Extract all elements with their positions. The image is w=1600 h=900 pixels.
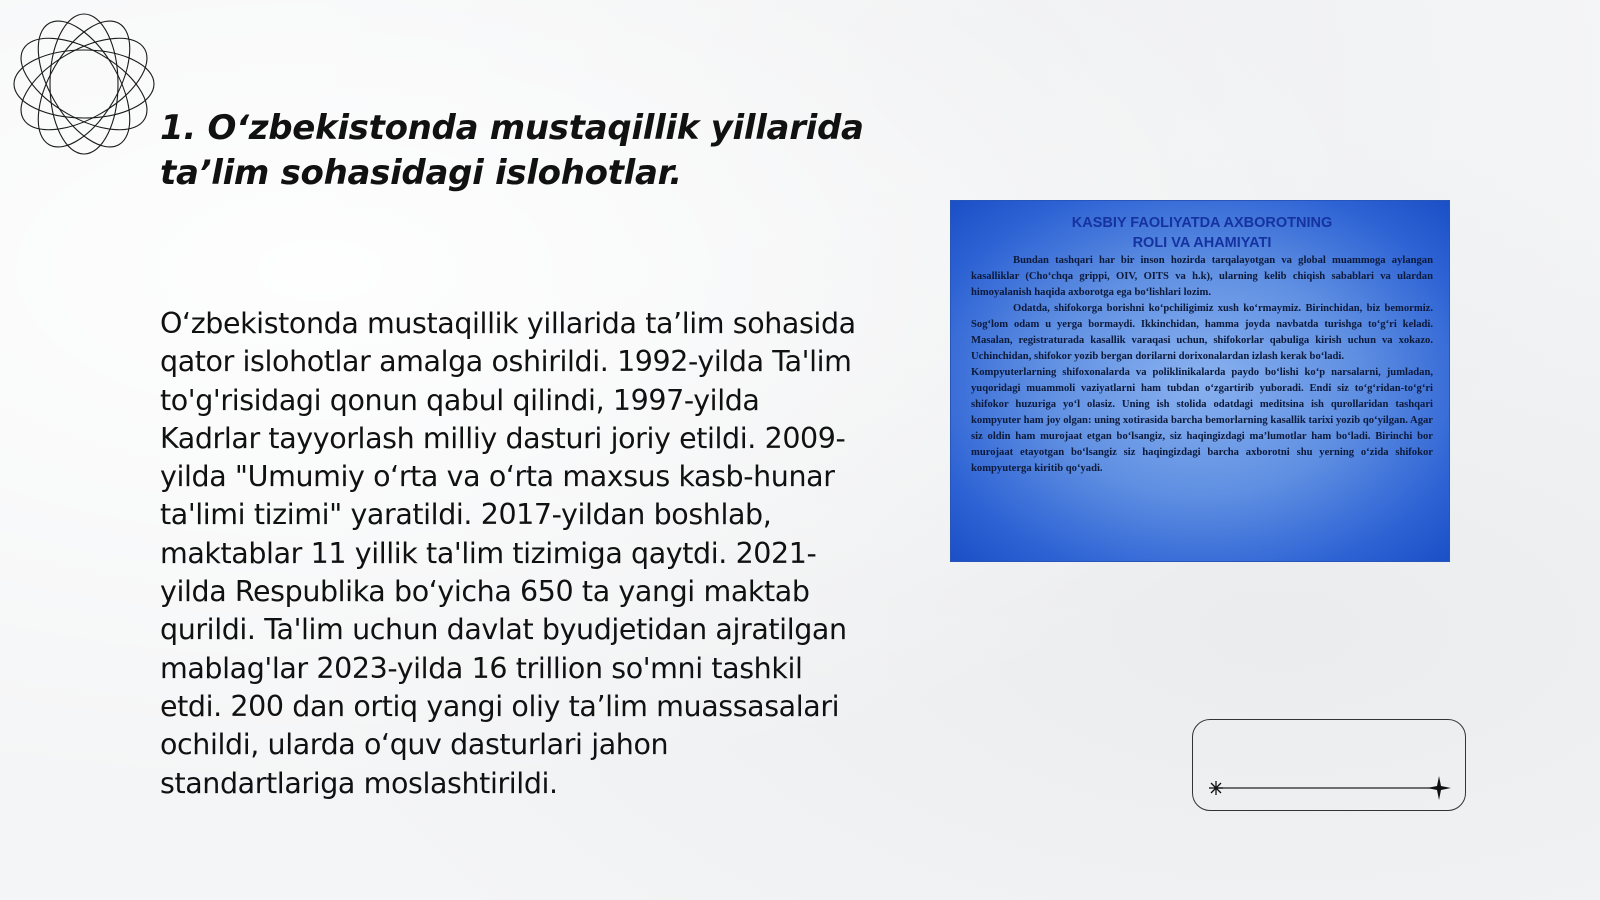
- document-title-line-2: ROLI VA AHAMIYATI: [1132, 235, 1272, 251]
- document-paragraph-text: Odatda, shifokorga borishni ko‘pchiligimiz xush ko‘rmaymiz. Birinchidan, biz bemormiz. Sog‘lom odam u yerga bormaydi. Ikkinchidan, hamma joyda navbatda turishga to‘g‘ri keladi. Masalan, registraturada kasallik varaqasi uchun, shifokorlar qabuliga kirish uchun va xokazo. Uchinchidan, shifokor yozib bergan dorilarni dorixonalardan izlash kerak bo‘ladi.: [971, 303, 1433, 362]
- sparkle-icon: [1209, 781, 1223, 795]
- four-point-star-icon: [1427, 776, 1451, 800]
- document-paragraph-text: Kompyuterlarning shifoxonalarda va poliklinikalarda paydo bo‘lishi ko‘p narsalarni, jumladan, yuqoridagi muammoli vaziyatlarni ham tubdan o‘zgartirib yuboradi. Endi siz to‘g‘ridan-to‘g‘ri shifokor huzuriga yo‘l olasiz. Uning ish stolida odatdagi meditsina ish qurollaridan tashqari kompyuter ham joy olgan: uning xotirasida barcha bemorlarning kasallik tarixi yozib qo‘yilgan. Agar siz oldin ham murojaat etgan bo‘lsangiz, siz haqingizdagi ma’lumotlar ham bo‘ladi. Birinchi bor murojaat etayotgan bo‘lsangiz siz haqingizdagi barcha axborotni shu yerning o‘zida shifokor kompyuterga kiritib qo‘yadi.: [971, 367, 1433, 474]
- slide-body-text: O‘zbekistonda mustaqillik yillarida ta’lim sohasida qator islohotlar amalga oshirildi. 1992-yilda Ta'lim to'g'risidagi qonun qabul qilindi, 1997-yilda Kadrlar tayyorlash milliy dasturi joriy etildi. 2009-yilda "Umumiy o‘rta va o‘rta maxsus kasb-hunar ta'limi tizimi" yaratildi. 2017-yildan boshlab, maktablar 11 yillik ta'lim tizimiga qaytdi. 2021-yilda Respublika bo‘yicha 650 ta yangi maktab qurildi. Ta'lim uchun davlat byudjetidan ajratilgan mablag'lar 2023-yilda 16 trillion so'mni tashkil etdi. 200 dan ortiq yangi oliy ta’lim muassasalari ochildi, ularda o‘quv dasturlari jahon standartlariga moslashtirildi.: [160, 307, 856, 800]
- document-title-line-1: KASBIY FAOLIYATDA AXBOROTNING: [1071, 215, 1333, 231]
- decorative-frame: [1192, 719, 1466, 811]
- document-paragraph: [971, 301, 1433, 365]
- document-paragraph: [971, 253, 1433, 301]
- circular-rosette-icon: [10, 10, 158, 158]
- document-image: [950, 200, 1450, 562]
- document-paragraph-text: Bundan tashqari har bir inson hozirda tarqalayotgan va global muammoga aylangan kasalliklar (Cho‘chqa grippi, OIV, OITS va h.k), ularning kelib chiqish sabablari va ulardan himoyalanish haqida axborotga ega bo‘lishlari lozim.: [971, 255, 1433, 298]
- document-paragraph: [971, 365, 1433, 477]
- decorative-line: [1193, 720, 1467, 812]
- slide-title: 1. O‘zbekistonda mustaqillik yillarida ta’lim sohasidagi islohotlar.: [160, 108, 864, 193]
